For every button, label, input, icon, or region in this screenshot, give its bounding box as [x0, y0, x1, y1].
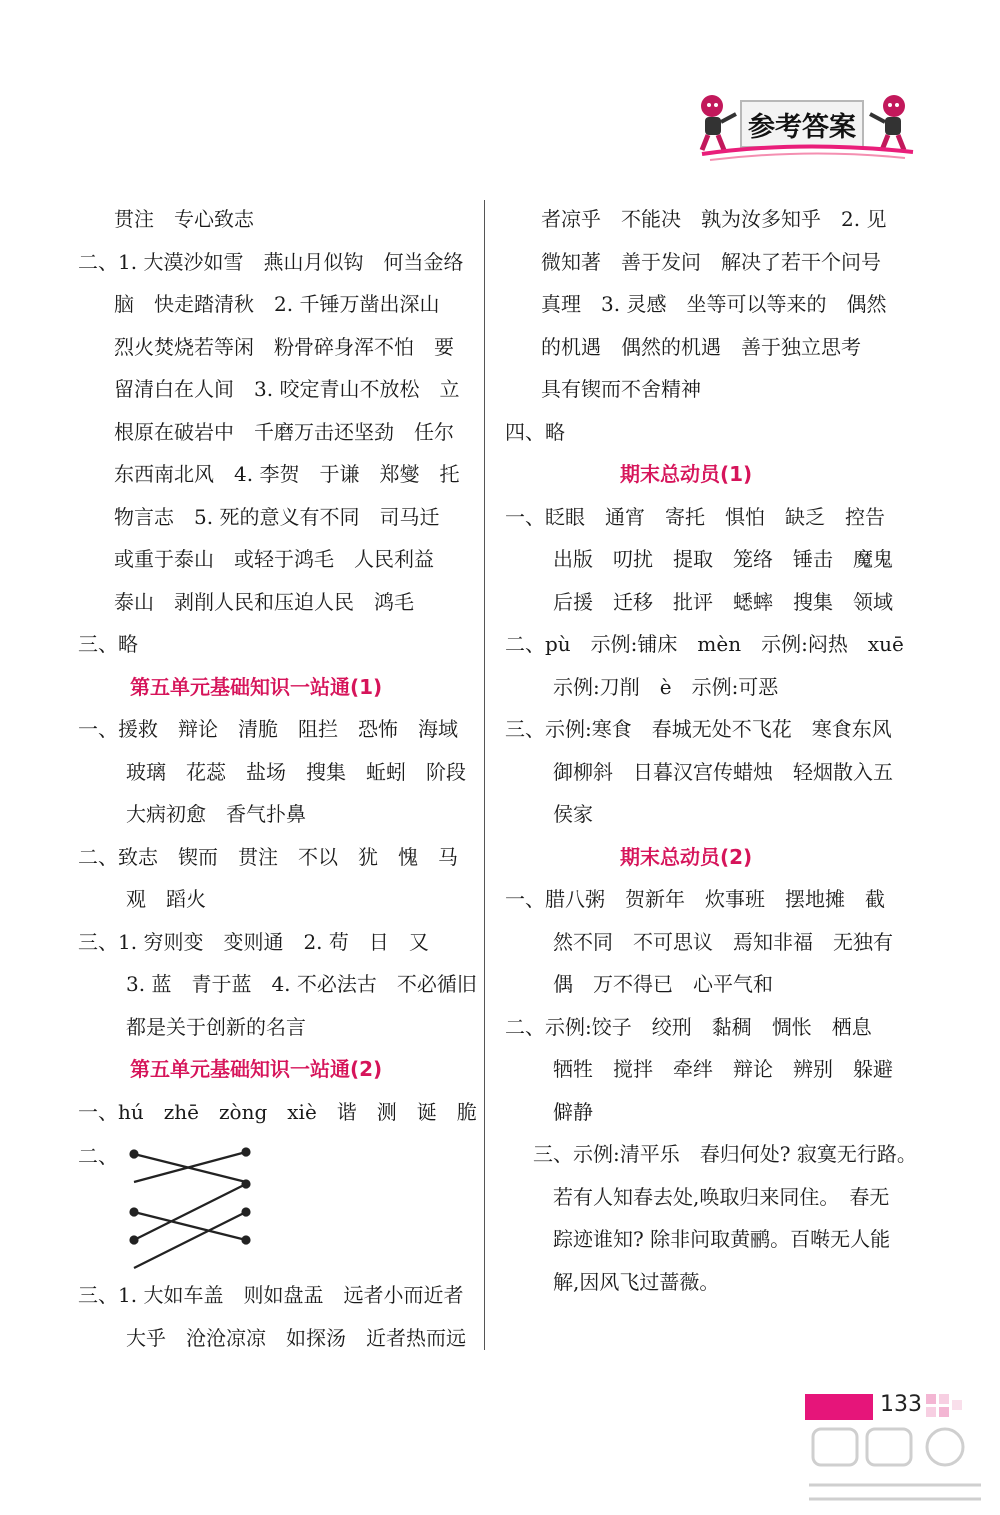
page-number: 133 [880, 1392, 922, 1417]
banner-swoosh [700, 136, 915, 162]
page-dots-decoration [926, 1394, 962, 1420]
answer-line: 真理 3. 灵感 坐等可以等来的 偶然 [541, 292, 887, 316]
left-answer-column [78, 198, 478, 1133]
answer-line: 玻璃 花蕊 盐场 搜集 蚯蚓 阶段 [126, 759, 466, 784]
answer-line: 三、1. 大如车盖 则如盘盂 远者小而近者 [78, 1283, 464, 1307]
matching-diagram [78, 1140, 278, 1270]
answer-line: 三、示例:清平乐 春归何处? 寂寞无行路。 [533, 1142, 917, 1166]
section-heading: 期末总动员(2) [620, 844, 753, 869]
answer-line: 具有锲而不舍精神 [541, 377, 701, 401]
answer-line: 大乎 沧沧凉凉 如探汤 近者热而远 [126, 1325, 466, 1350]
banner-title: 参考答案 [740, 100, 864, 148]
answer-line: 的机遇 偶然的机遇 善于独立思考 [541, 334, 861, 359]
answer-line: 一、眨眼 通宵 寄托 惧怕 缺乏 控告 [505, 504, 885, 529]
answer-line: 者凉乎 不能决 孰为汝多知乎 2. 见 [541, 207, 887, 231]
answer-line: 二、示例:饺子 绞刑 黏稠 惆怅 栖息 [505, 1014, 872, 1039]
answer-line: 一、腊八粥 贺新年 炊事班 摆地摊 截 [505, 887, 885, 911]
answer-line: 大病初愈 香气扑鼻 [126, 802, 306, 826]
answer-line: 都是关于创新的名言 [126, 1014, 306, 1039]
answer-line: 留清白在人间 3. 咬定青山不放松 立 [114, 377, 460, 401]
answer-line: 东西南北风 4. 李贺 于谦 郑燮 托 [114, 462, 460, 486]
answer-line: 侯家 [553, 802, 593, 826]
answer-line: 二、致志 锲而 贯注 不以 犹 愧 马 [78, 844, 458, 869]
answer-line: 观 蹈火 [126, 887, 206, 911]
answer-line: 僻静 [553, 1099, 593, 1124]
answer-line: 三、示例:寒食 春城无处不飞花 寒食东风 [505, 717, 892, 741]
answer-key-banner [690, 92, 920, 162]
answer-line: 踪迹谁知? 除非问取黄鹂。百啭无人能 [553, 1227, 891, 1251]
answer-line: 二、1. 大漠沙如雪 燕山月似钩 何当金络 [78, 249, 464, 274]
answer-line: 牺牲 搅拌 牵绊 辩论 辨别 躲避 [553, 1057, 893, 1081]
answer-line: 脑 快走踏清秋 2. 千锤万凿出深山 [114, 292, 440, 316]
answer-line: 然不同 不可思议 焉知非福 无独有 [553, 929, 893, 954]
answer-line: 一、援救 辩论 清脆 阻拦 恐怖 海域 [78, 717, 458, 741]
right-answer-column [505, 198, 925, 1303]
mxqe-watermark-logo [805, 1425, 985, 1505]
section-heading: 第五单元基础知识一站通(2) [130, 1057, 383, 1081]
answer-line: 后援 迁移 批评 蟋蟀 搜集 领域 [553, 589, 893, 614]
answer-line: 物言志 5. 死的意义有不同 司马迁 [114, 504, 440, 529]
answer-line: 解,因风飞过蔷薇。 [553, 1269, 720, 1294]
answer-line: 一、hú zhē zòng xiè 谐 测 诞 脆 [78, 1099, 477, 1124]
matching-lines [78, 1140, 278, 1270]
answer-line: 二、pù 示例:铺床 mèn 示例:闷热 xuē [505, 632, 904, 656]
answer-line: 示例:刀削 è 示例:可恶 [553, 674, 779, 699]
answer-line: 烈火焚烧若等闲 粉骨碎身浑不怕 要 [114, 334, 454, 359]
answer-line: 四、略 [505, 419, 565, 444]
matching-label: 二、 [78, 1144, 118, 1168]
left-answer-column-bottom [78, 1274, 478, 1359]
answer-line: 或重于泰山 或轻于鸿毛 人民利益 [114, 547, 434, 571]
answer-line: 御柳斜 日暮汉宫传蜡烛 轻烟散入五 [553, 759, 893, 784]
column-divider [484, 200, 485, 1350]
answer-line: 根原在破岩中 千磨万击还坚劲 任尔 [114, 419, 454, 444]
answer-line: 若有人知春去处,唤取归来同住。 春无 [553, 1184, 890, 1209]
answer-line: 贯注 专心致志 [114, 207, 254, 231]
answer-line: 微知著 善于发问 解决了若干个问号 [541, 249, 881, 274]
section-heading: 第五单元基础知识一站通(1) [130, 674, 383, 699]
answer-line: 三、略 [78, 632, 138, 656]
page-number-bar [805, 1394, 873, 1420]
answer-line: 偶 万不得已 心平气和 [553, 972, 773, 996]
answer-line: 泰山 剥削人民和压迫人民 鸿毛 [114, 589, 414, 614]
answer-line: 出版 叨扰 提取 笼络 锤击 魔鬼 [553, 547, 893, 571]
section-heading: 期末总动员(1) [620, 462, 753, 486]
answer-line: 3. 蓝 青于蓝 4. 不必法古 不必循旧 [126, 972, 477, 996]
answer-line: 三、1. 穷则变 变则通 2. 苟 日 又 [78, 929, 429, 954]
